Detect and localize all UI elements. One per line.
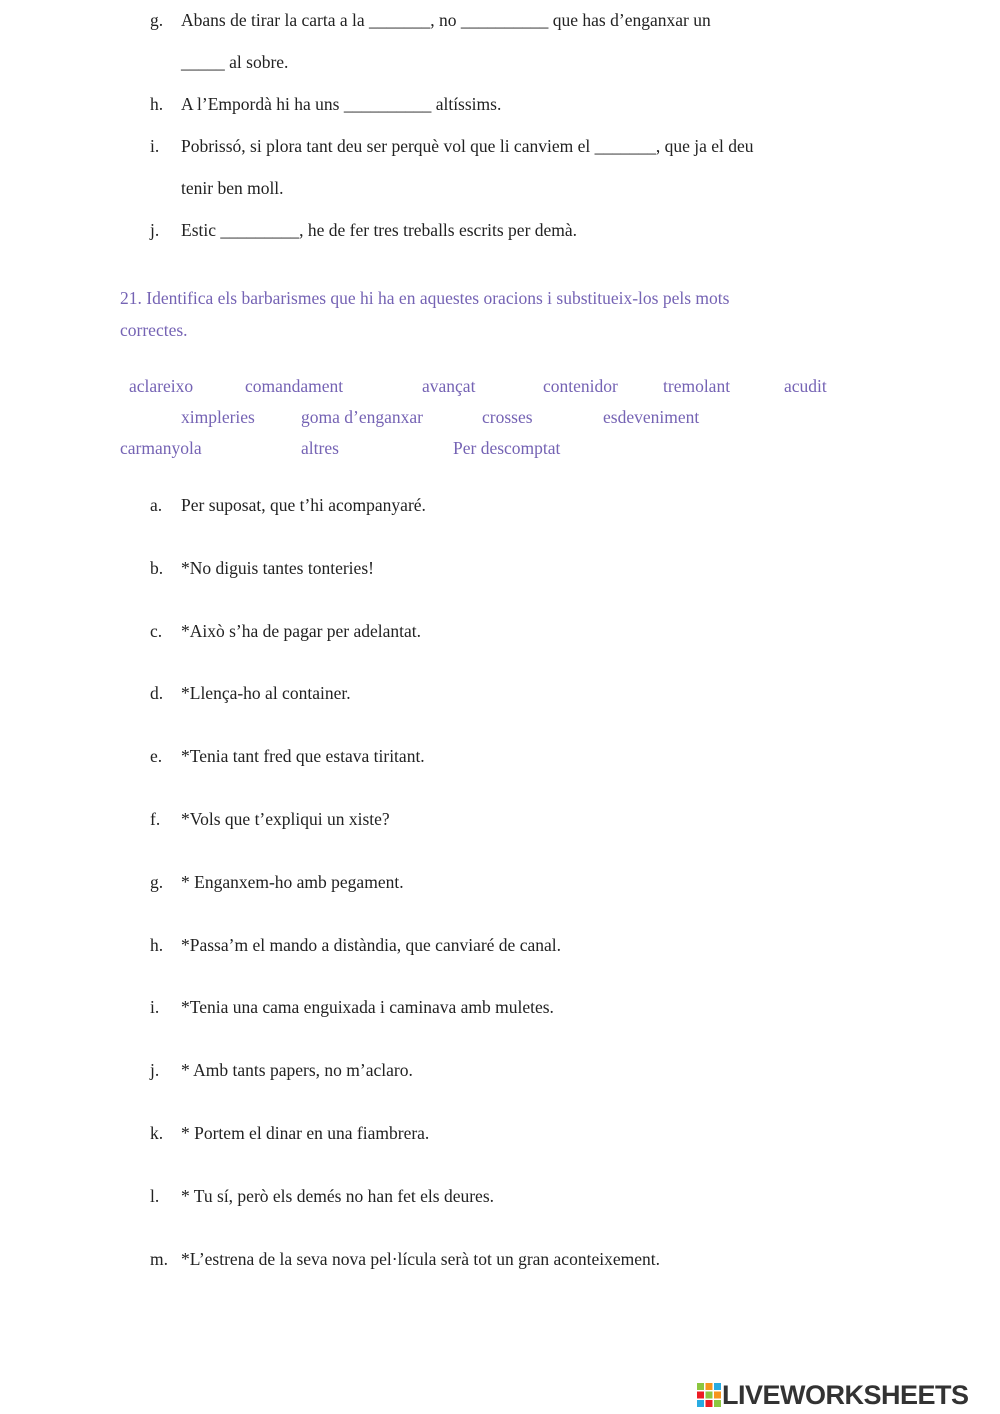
sentence-text: *L’estrena de la seva nova pel·lícula serà tot un gran aconteixement. xyxy=(181,1249,660,1269)
sentence-text: * Enganxem-ho amb pegament. xyxy=(181,872,404,892)
word-bank-item: carmanyola xyxy=(120,438,202,458)
word-bank-item: tremolant xyxy=(663,376,731,396)
sentence-text: *No diguis tantes tonteries! xyxy=(181,558,374,578)
sentence-text: * Portem el dinar en una fiambrera. xyxy=(181,1123,430,1143)
instruction-line: correctes. xyxy=(120,320,188,340)
word-bank-item: aclareixo xyxy=(129,376,194,396)
logo-text: LIVEWORKSHEETS xyxy=(722,1380,969,1410)
sentence-text: *Llença-ho al container. xyxy=(181,683,351,703)
item-text-line: Estic _________, he de fer tres treballs escrits per demà. xyxy=(181,220,578,240)
item-text-line: Pobrissó, si plora tant deu ser perquè vol que li canviem el _______, que ja el deu xyxy=(181,136,754,156)
liveworksheets-logo xyxy=(697,1381,997,1409)
item-marker: i. xyxy=(150,997,160,1017)
word-bank-item: goma d’enganxar xyxy=(301,407,423,427)
item-text-line: Abans de tirar la carta a la _______, no __________ que has d’enganxar un xyxy=(181,10,711,30)
item-marker: c. xyxy=(150,621,163,641)
word-bank-item: esdeveniment xyxy=(603,407,700,427)
item-marker: j. xyxy=(150,220,160,240)
item-marker: f. xyxy=(150,809,161,829)
item-text-line: _____ al sobre. xyxy=(181,52,289,72)
sentence-text: *Tenia una cama enguixada i caminava amb muletes. xyxy=(181,997,554,1017)
sentence-text: *Això s’ha de pagar per adelantat. xyxy=(181,621,422,641)
word-bank-item: ximpleries xyxy=(181,407,255,427)
item-text-line: tenir ben moll. xyxy=(181,178,284,198)
item-marker: h. xyxy=(150,935,164,955)
word-bank-item: acudit xyxy=(784,376,827,396)
word-bank-item: avançat xyxy=(422,376,476,396)
item-marker: a. xyxy=(150,495,163,515)
item-marker: g. xyxy=(150,10,164,30)
item-marker: d. xyxy=(150,683,164,703)
item-marker: i. xyxy=(150,136,160,156)
liveworksheets-logo-icon xyxy=(697,1383,721,1407)
item-marker: j. xyxy=(150,1060,160,1080)
sentence-text: * Amb tants papers, no m’aclaro. xyxy=(181,1060,413,1080)
word-bank-item: altres xyxy=(301,438,339,458)
item-marker: e. xyxy=(150,746,163,766)
item-marker: b. xyxy=(150,558,164,578)
sentence-text: *Vols que t’expliqui un xiste? xyxy=(181,809,390,829)
sentence-text: *Passa’m el mando a distàndia, que canviaré de canal. xyxy=(181,935,561,955)
item-marker: g. xyxy=(150,872,164,892)
word-bank-item: Per descomptat xyxy=(453,438,561,458)
word-bank-item: crosses xyxy=(482,407,533,427)
sentence-text: * Tu sí, però els demés no han fet els deures. xyxy=(181,1186,495,1206)
word-bank-item: contenidor xyxy=(543,376,618,396)
item-marker: k. xyxy=(150,1123,164,1143)
item-text-line: A l’Empordà hi ha uns __________ altíssims. xyxy=(181,94,502,114)
sentence-text: Per suposat, que t’hi acompanyaré. xyxy=(181,495,426,515)
sentence-text: *Tenia tant fred que estava tiritant. xyxy=(181,746,425,766)
item-marker: h. xyxy=(150,94,164,114)
word-bank-item: comandament xyxy=(245,376,344,396)
instruction-line: 21. Identifica els barbarismes que hi ha en aquestes oracions i substitueix-los pels mots xyxy=(120,288,730,308)
item-marker: m. xyxy=(150,1249,168,1269)
item-marker: l. xyxy=(150,1186,160,1206)
